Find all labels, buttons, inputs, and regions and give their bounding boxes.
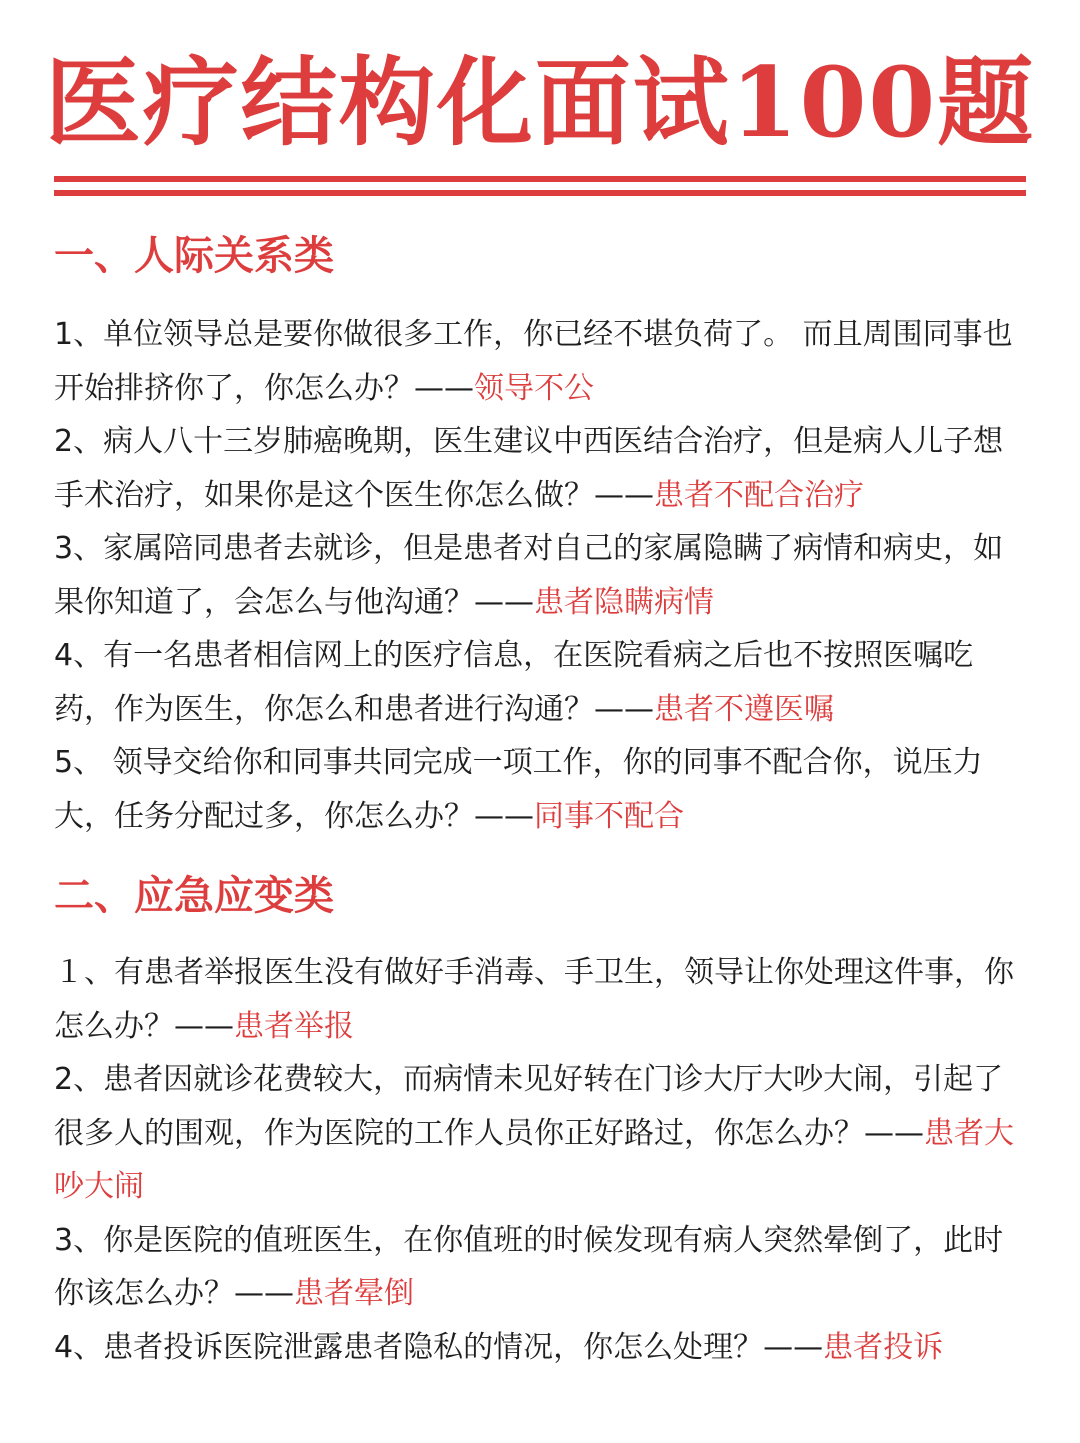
title-divider-bottom	[54, 190, 1026, 196]
question-text: 4、患者投诉医院泄露患者隐私的情况，你怎么处理？——	[54, 1329, 824, 1365]
question-list-emergency	[54, 946, 1026, 1374]
question-item	[54, 522, 1026, 629]
question-item	[54, 736, 1026, 843]
question-item	[54, 415, 1026, 522]
question-text: 3、你是医院的值班医生，在你值班的时候发现有病人突然晕倒了，此时你该怎么办？——	[54, 1222, 1004, 1311]
question-tag: 患者大吵大闹	[54, 1115, 1014, 1204]
question-text: 5、 领导交给你和同事共同完成一项工作，你的同事不配合你，说压力大，任务分配过多，你怎么办？——	[54, 745, 983, 834]
question-tag: 患者隐瞒病情	[534, 584, 714, 620]
question-item	[54, 1321, 1026, 1375]
question-tag: 患者举报	[234, 1008, 354, 1044]
question-text: 4、有一名患者相信网上的医疗信息，在医院看病之后也不按照医嘱吃药，作为医生，你怎么和患者进行沟通？——	[54, 638, 974, 727]
question-text: １、有患者举报医生没有做好手消毒、手卫生，领导让你处理这件事，你怎么办？——	[54, 955, 1014, 1044]
question-tag: 患者晕倒	[294, 1276, 414, 1311]
title-divider-top	[54, 176, 1026, 182]
question-text: 2、患者因就诊花费较大，而病情未见好转在门诊大厅大吵大闹，引起了很多人的围观，作为医院的工作人员你正好路过，你怎么办？——	[54, 1062, 1004, 1151]
question-tag: 患者不配合治疗	[654, 477, 864, 513]
question-item	[54, 1214, 1026, 1321]
question-text: 2、病人八十三岁肺癌晚期，医生建议中西医结合治疗，但是病人儿子想手术治疗，如果你是这个医生你怎么做？——	[54, 424, 1004, 513]
question-item	[54, 1053, 1026, 1214]
section-heading-emergency: 二、应急应变类	[54, 872, 334, 919]
question-tag: 患者投诉	[823, 1329, 944, 1365]
question-list-interpersonal	[54, 308, 1026, 843]
question-text: 3、家属陪同患者去就诊，但是患者对自己的家属隐瞒了病情和病史，如果你知道了，会怎么与他沟通？——	[54, 531, 1004, 620]
question-text: 1、单位领导总是要你做很多工作，你已经不堪负荷了。 而且周围同事也开始排挤你了，你怎么办？——	[54, 317, 1013, 406]
section-heading-interpersonal: 一、人际关系类	[54, 232, 334, 279]
question-tag: 同事不配合	[534, 798, 684, 834]
question-item	[54, 629, 1026, 736]
page-title: 医疗结构化面试100题	[44, 46, 1036, 159]
question-tag: 领导不公	[474, 370, 594, 406]
question-item	[54, 308, 1026, 415]
question-tag: 患者不遵医嘱	[654, 691, 834, 727]
question-item	[54, 946, 1026, 1053]
